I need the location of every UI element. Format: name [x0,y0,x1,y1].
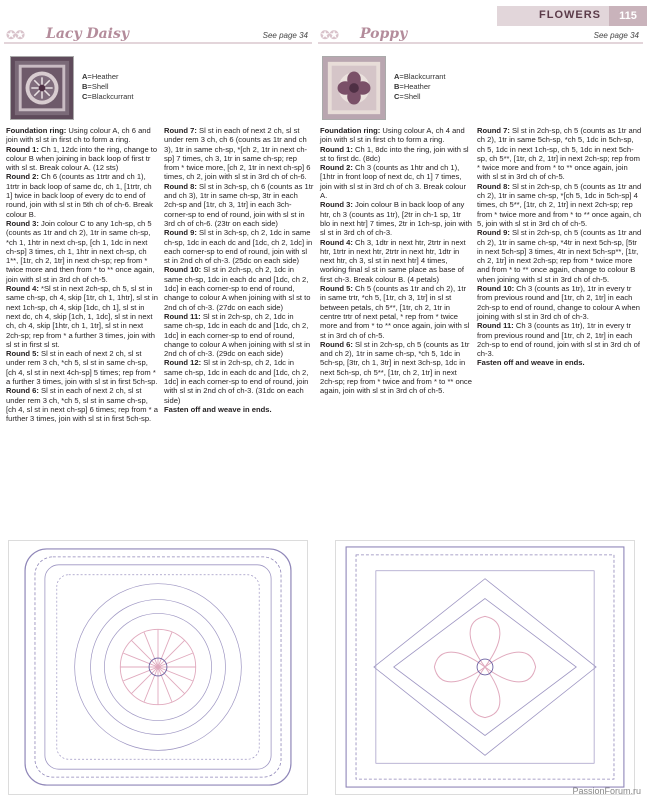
instruction-step: Round 3: Join colour B in back loop of any htr, ch 3 (counts as 1tr), [2tr in ch-1 sp, 1tr blo in next htr] 7 times, 2tr in 1ch-sp, join with sl st in 3rd ch of ch-3. [320,200,472,238]
key-row: C=Blackcurrant [82,92,134,101]
instruction-step: Round 11: Sl st in 2ch-sp, ch 2, 1dc in same ch-sp, 1dc in each dc and [1dc, ch 2, 1dc] in each corner-sp to end of round, change to colour A when joining with sl st in 2nd ch of ch-3. (29dc on each side) [164,311,311,359]
pattern-title: Lacy Daisy [46,26,129,42]
instruction-step: Fasten off and weave in ends. [477,358,585,368]
instruction-step: Round 4: Ch 3, 1dtr in next htr, 2trtr in next htr, 1trtr in next htr, 2trtr in next htr, 1dtr in next htr, ch 3, sl st in next htr] 4 times, working final sl st in same place as base of first ch-3. Break colour B. (4 petals) [320,237,466,284]
watermark: PassionForum.ru [572,786,641,796]
lacy-daisy-stitch-chart [8,540,308,795]
instruction-step: Round 11: Ch 3 (counts as 1tr), 1tr in every tr from previous round and [1tr, ch 2, 1tr] in each 2ch-sp to end of round, join with sl st in 3rd ch of ch-3. [477,321,640,359]
star-rating-icon: ✪✪ [320,28,339,42]
key-row: A=Heather [82,72,119,81]
section-name: FLOWERS [539,9,601,21]
instruction-step: Round 8: Sl st in 2ch-sp, ch 5 (counts as 1tr and ch 2), 1tr in same ch-sp, *[ch 5, 1dc in 5ch-sp] 4 times, ch 5**, [1tr, ch 2, 1tr] in next 2ch-sp; rep from * twice more and from * to ** once again, ch 5, join with sl st in 3rd ch of ch-5. [477,181,642,228]
instruction-step: Round 9: Sl st in 2ch-sp, ch 5 (counts as 1tr and ch 2), 1tr in same ch-sp, *4tr in next 5ch-sp, [5tr in next 5ch-sp] 3 times, 4tr in next 5ch-sp**, [1tr, ch 2, 1tr] in next 2ch-sp; rep from * twice more and from * to ** once again, change to colour B when joining with sl st in 3rd ch of ch-5. [477,228,642,284]
instruction-step: Round 4: *Sl st in next 2ch-sp, ch 5, sl st in same ch-sp, ch 4, skip [1tr, ch 1, 1htr], sl st in next 1ch-sp, ch 4, skip [1dc, ch 1], sl st in next dc, ch 4, skip [1ch, 1, 1dc], sl st in next ch, ch 4, skip [1htr, ch 1, 1tr], sl st in next 2ch-sp; rep from * a further 3 times, join with sl st in first sl st. [6,284,158,349]
pattern-header-lacy-daisy [4,28,312,44]
instruction-step: Round 5: Sl st in each of next 2 ch, sl st under rem 3 ch, *ch 5, sl st in same ch-sp, [ch 4, sl st in next 4ch-sp] 5 times; rep from * a further 3 times, join with sl st in first 5ch-sp. [6,349,158,387]
poppy-instructions-col1 [320,126,472,396]
instruction-step: Round 12: Sl st in 2ch-sp, ch 2, 1dc in same ch-sp, 1dc in each dc and [1dc, ch 2, 1dc] in each corner-sp to end of round, join with sl st in 2nd ch of ch-3. (31dc on each side) [164,358,309,405]
instruction-step: Round 7: Sl st in each of next 2 ch, sl st under rem 3 ch, ch 6 (counts as 1tr and ch 3), 1tr in same ch-sp, *[ch 2, 1tr in next ch-sp] 7 times, ch 3, 1tr in same ch-sp; rep from * twice more, [ch 2, 1tr in next ch-sp] 6 times, ch 2, join with sl st in 3rd ch of ch-6. [164,126,311,182]
key-row: C=Shell [394,92,421,101]
instruction-step: Round 1: Ch 1, 12dc into the ring, change to colour B when joining in back loop of first tr with sl st. Break colour A. (12 sts) [6,144,158,173]
instruction-step: Round 6: Sl st in 2ch-sp, ch 5 (counts as 1tr and ch 2), 1tr in same ch-sp, *ch 5, 1dc in 5ch-sp, [3tr, ch 1, 3tr] in next 3ch-sp, 1dc in next 5ch-sp, ch 5**, [1tr, ch 2, 1tr] in next 2ch-sp; rep from * twice and from * to ** once again, join with sl st in 3rd ch of ch-5. [320,339,472,396]
instruction-step: Foundation ring: Using colour A, ch 4 and join with sl st in first ch to form a ring. [320,126,465,145]
key-row: A=Blackcurrant [394,72,446,81]
poppy-stitch-chart [335,540,635,795]
key-row: B=Heather [394,82,431,91]
instruction-step: Round 10: Ch 3 (counts as 1tr), 1tr in every tr from previous round and [1tr, ch 2, 1tr] in each 2ch-sp to end of round, change to colour A when joining with sl st in 3rd ch of ch-3. [477,284,640,321]
instruction-step: Round 10: Sl st in 2ch-sp, ch 2, 1dc in same ch-sp, 1dc in each dc and [1dc, ch 2, 1dc] in each corner-sp to end of round, change to colour A when joining with sl st to 2nd ch of ch-3. (27dc on each side) [164,265,311,312]
lacy-daisy-instructions-col2 [164,126,314,414]
instruction-step: Round 7: Sl st in 2ch-sp, ch 5 (counts as 1tr and ch 2), 1tr in same 5ch-sp, *ch 5, 1dc in 5ch-sp, ch 5, 1dc in next 1ch-sp, ch 5, 1dc in next 5ch-sp, ch 5**, [1tr, ch 2, 1tr] in next 2ch-sp; rep from * twice more and from * to ** once again, join with sl st in 3rd ch of ch-5. [477,126,642,182]
see-page-ref: See page 34 [262,31,308,40]
instruction-step: Round 1: Ch 1, 8dc into the ring, join with sl st to first dc. (8dc) [320,144,469,163]
instruction-step: Round 6: Sl st in each of next 2 ch, sl st under rem 3 ch, *ch 5, sl st in same ch-sp, [ch 4, sl st in next ch-sp] 6 times; rep from * a further 3 times, join with sl st in first 5ch-sp. [6,386,158,424]
lacy-daisy-swatch-photo [10,56,74,120]
poppy-swatch-photo [322,56,386,120]
poppy-instructions-col2 [477,126,642,368]
key-row: B=Shell [82,82,109,91]
page-number: 115 [609,6,647,26]
pattern-header-poppy [318,28,643,44]
instruction-step: Round 8: Sl st in 3ch-sp, ch 6 (counts as 1tr and ch 3), 1tr in same ch-sp, 3tr in each 2ch-sp and [1tr, ch 3, 1tr] in each 3ch-corner-sp to end of round, join with sl st in 3rd ch of ch-6. (23tr on each side) [164,181,314,228]
instruction-step: Round 5: Ch 5 (counts as 1tr and ch 2), 1tr in same trtr, *ch 5, [1tr, ch 3, 1tr] in sl st between petals, ch 5**, [1tr, ch 2, 1tr in centre trtr of next petal, * rep from * twice more and from * to ** once again, join with sl st in 3rd ch of ch-5. [320,284,470,340]
instruction-step: Round 9: Sl st in 3ch-sp, ch 2, 1dc in same ch-sp, 1dc in each dc and [1dc, ch 2, 1dc] in each corner-sp to end of round, join with sl st in 2nd ch of ch-3. (25dc on each side) [164,228,313,266]
poppy-color-key [394,72,446,102]
lacy-daisy-instructions-col1 [6,126,159,424]
instruction-step: Round 3: Join colour C to any 1ch-sp, ch 5 (counts as 1tr and ch 2), 1tr in same ch-sp, *ch 1, 1htr in next ch-sp, [ch 1, 1dc in next ch-sp] 3 times, ch 1, 1htr in next ch-sp, ch 1**, [1tr, ch 2, 1tr] in next ch-sp; rep from * twice more and then from * to ** once again, join with sl st in 3rd ch of ch-5. [6,218,155,284]
see-page-ref: See page 34 [593,31,639,40]
instruction-step: Fasten off and weave in ends. [164,404,272,414]
lacy-daisy-color-key [82,72,134,102]
instruction-step: Round 2: Ch 6 (counts as 1trtr and ch 1), 1trtr in back loop of same dc, ch 1, [1trtr, ch 1] twice in back loop of every dc to end of round, join with sl st in 5th ch of ch-6. Break colour B. [6,172,153,219]
pattern-title: Poppy [360,26,408,42]
instruction-step: Foundation ring: Using colour A, ch 6 and join with sl st in first ch to form a ring. [6,126,151,145]
instruction-step: Round 2: Ch 3 (counts as 1htr and ch 1), [1htr in front loop of next dc, ch 1] 7 times, join with sl st in 3rd ch of ch 3. Break colour A. [320,163,467,201]
star-rating-icon: ✪✪ [6,28,25,42]
